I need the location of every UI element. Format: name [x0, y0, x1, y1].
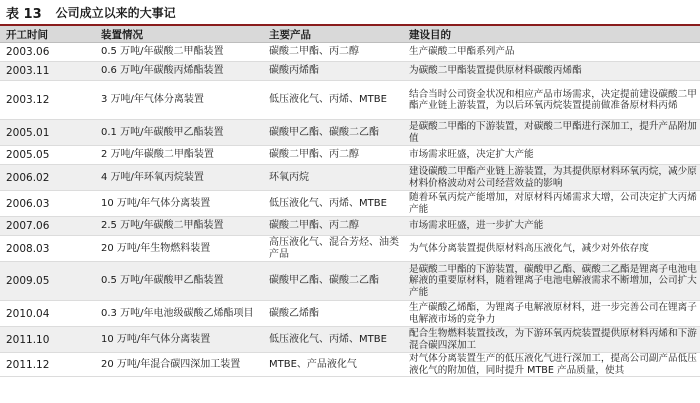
table-title: 公司成立以来的大事记 [55, 5, 176, 20]
cell-device: 0.5 万吨/年碳酸甲乙酯装置 [95, 262, 263, 301]
table-row [0, 81, 700, 120]
cell-product: 碳酸二甲酯、丙二醇 [263, 146, 403, 165]
cell-purpose: 结合当时公司资金状况和相应产品市场需求，决定提前建设碳酸二甲酯产业链上游装置，为以后环氧丙烷装置提前做准备原材料丙烯 [403, 81, 700, 120]
cell-purpose: 随着环氧丙烷产能增加，对原材料丙烯需求大增，公司决定扩大丙烯产能 [403, 191, 700, 217]
cell-product: MTBE、产品液化气 [263, 353, 403, 377]
cell-purpose: 是碳酸二甲酯的下游装置，对碳酸二甲酯进行深加工，提升产品附加值 [403, 120, 700, 146]
cell-purpose: 为气体分离装置提供原材料高压液化气，减少对外依存度 [403, 236, 700, 262]
table-row [0, 191, 700, 217]
cell-device: 2 万吨/年碳酸二甲酯装置 [95, 146, 263, 165]
cell-purpose: 对气体分离装置生产的低压液化气进行深加工，提高公司副产品低压液化气的附加值，同时提升 MTBE 产品质量，使其 [403, 353, 700, 377]
cell-purpose: 是碳酸二甲酯的下游装置，碳酸甲乙酯、碳酸二乙酯是锂离子电池电解液的重要原材料，随着锂离子电池电解液需求不断增加，公司扩大产能 [403, 262, 700, 301]
table-header [0, 26, 700, 43]
cell-purpose: 市场需求旺盛，决定扩大产能 [403, 146, 700, 165]
cell-product: 碳酸二甲酯、丙二醇 [263, 217, 403, 236]
cell-product: 碳酸丙烯酯 [263, 62, 403, 81]
cell-date: 2011.10 [0, 327, 95, 353]
cell-device: 10 万吨/年气体分离装置 [95, 327, 263, 353]
cell-purpose: 建设碳酸二甲酯产业链上游装置，为其提供原材料环氧丙烷，减少原材料价格波动对公司经营效益的影响 [403, 165, 700, 191]
cell-device: 20 万吨/年生物燃料装置 [95, 236, 263, 262]
header-row [0, 26, 700, 43]
table-body [0, 43, 700, 377]
table-row [0, 146, 700, 165]
cell-purpose: 生产碳酸乙烯酯，为锂离子电解液原材料，进一步完善公司在锂离子电解液市场的竞争力 [403, 301, 700, 327]
table-row [0, 301, 700, 327]
cell-product: 碳酸甲乙酯、碳酸二乙酯 [263, 262, 403, 301]
cell-date: 2003.06 [0, 43, 95, 62]
cell-date: 2005.01 [0, 120, 95, 146]
table-row [0, 236, 700, 262]
cell-product: 低压液化气、丙烯、MTBE [263, 327, 403, 353]
col-header-product: 主要产品 [263, 26, 403, 43]
cell-device: 2.5 万吨/年碳酸二甲酯装置 [95, 217, 263, 236]
cell-device: 10 万吨/年气体分离装置 [95, 191, 263, 217]
cell-purpose: 配合生物燃料装置技改，为下游环氧丙烷装置提供原材料丙烯和下游混合碳四深加工 [403, 327, 700, 353]
cell-date: 2008.03 [0, 236, 95, 262]
cell-product: 碳酸二甲酯、丙二醇 [263, 43, 403, 62]
cell-device: 3 万吨/年气体分离装置 [95, 81, 263, 120]
cell-device: 0.5 万吨/年碳酸二甲酯装置 [95, 43, 263, 62]
cell-product: 低压液化气、丙烯、MTBE [263, 191, 403, 217]
cell-purpose: 生产碳酸二甲酯系列产品 [403, 43, 700, 62]
col-header-device: 装置情况 [95, 26, 263, 43]
cell-date: 2009.05 [0, 262, 95, 301]
table-row [0, 43, 700, 62]
col-header-purpose: 建设目的 [403, 26, 700, 43]
cell-device: 4 万吨/年环氧丙烷装置 [95, 165, 263, 191]
cell-date: 2005.05 [0, 146, 95, 165]
cell-date: 2011.12 [0, 353, 95, 377]
cell-device: 0.6 万吨/年碳酸丙烯酯装置 [95, 62, 263, 81]
cell-purpose: 市场需求旺盛，进一步扩大产能 [403, 217, 700, 236]
col-header-date: 开工时间 [0, 26, 95, 43]
cell-product: 高压液化气、混合芳烃、油类产品 [263, 236, 403, 262]
cell-product: 碳酸乙烯酯 [263, 301, 403, 327]
table-row [0, 262, 700, 301]
cell-product: 环氧丙烷 [263, 165, 403, 191]
table-row [0, 165, 700, 191]
cell-product: 低压液化气、丙烯、MTBE [263, 81, 403, 120]
cell-device: 20 万吨/年混合碳四深加工装置 [95, 353, 263, 377]
table-number: 表 13 [6, 6, 42, 22]
events-table [0, 26, 700, 377]
table-row [0, 327, 700, 353]
table-caption [0, 0, 700, 24]
cell-device: 0.3 万吨/年电池级碳酸乙烯酯项目 [95, 301, 263, 327]
cell-purpose: 为碳酸二甲酯装置提供原材料碳酸丙烯酯 [403, 62, 700, 81]
cell-date: 2010.04 [0, 301, 95, 327]
table-row [0, 62, 700, 81]
cell-date: 2006.02 [0, 165, 95, 191]
cell-date: 2006.03 [0, 191, 95, 217]
cell-product: 碳酸甲乙酯、碳酸二乙酯 [263, 120, 403, 146]
cell-date: 2007.06 [0, 217, 95, 236]
cell-date: 2003.11 [0, 62, 95, 81]
table-row [0, 217, 700, 236]
cell-device: 0.1 万吨/年碳酸甲乙酯装置 [95, 120, 263, 146]
table-row [0, 120, 700, 146]
cell-date: 2003.12 [0, 81, 95, 120]
table-row [0, 353, 700, 377]
